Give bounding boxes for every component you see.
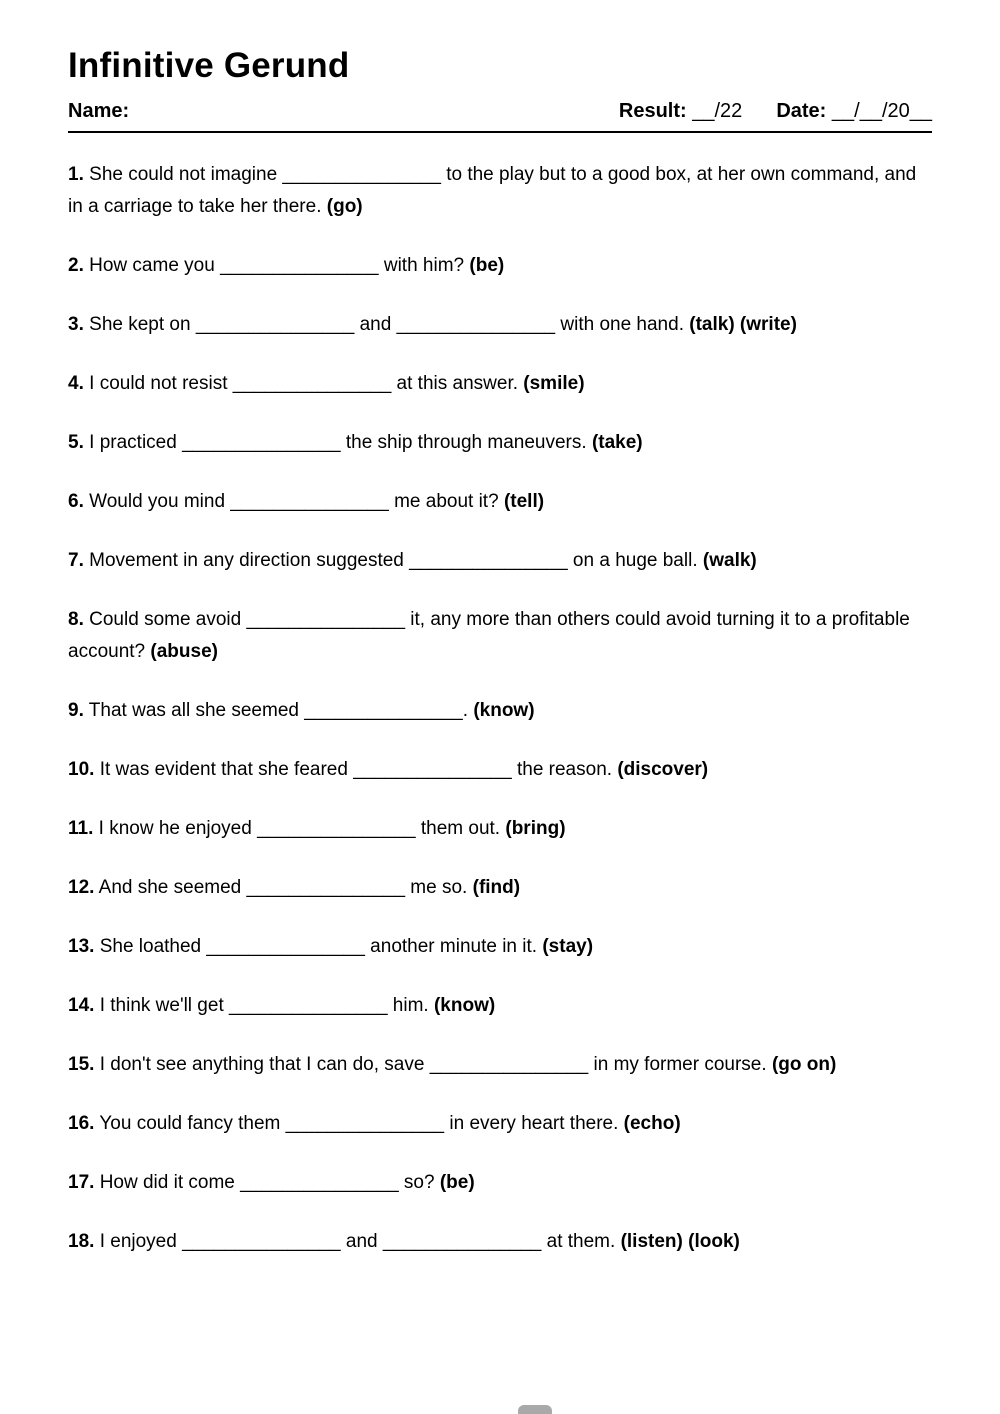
- exercise-item: [68, 1167, 932, 1199]
- item-text: She could not imagine _______________ to the play but to a good box, at her own command, and in a carriage to take her there.: [68, 164, 917, 217]
- exercise-item: [68, 872, 932, 904]
- exercise-item: [68, 931, 932, 963]
- item-text: I practiced _______________ the ship through maneuvers.: [89, 432, 587, 453]
- exercise-item: [68, 309, 932, 341]
- item-number: 17.: [68, 1172, 95, 1193]
- item-number: 10.: [68, 759, 95, 780]
- item-number: 18.: [68, 1231, 95, 1252]
- item-hint: (be): [439, 1172, 475, 1193]
- item-hint: (bring): [505, 818, 566, 839]
- item-text: Movement in any direction suggested _______________ on a huge ball.: [89, 550, 698, 571]
- item-text: She kept on _______________ and _______________ with one hand.: [89, 314, 684, 335]
- exercise-item: [68, 368, 932, 400]
- worksheet-header: [68, 100, 932, 133]
- item-text: You could fancy them _______________ in every heart there.: [99, 1113, 619, 1134]
- item-number: 13.: [68, 936, 95, 957]
- item-text: And she seemed _______________ me so.: [98, 877, 468, 898]
- item-text: That was all she seemed _______________.: [88, 700, 469, 721]
- result-field: [619, 100, 742, 123]
- item-hint: (know): [433, 995, 496, 1016]
- name-label: Name:: [68, 100, 130, 122]
- page-title: Infinitive Gerund: [68, 46, 350, 85]
- exercise-item: [68, 1108, 932, 1140]
- item-hint: (abuse): [150, 641, 218, 662]
- result-label: Result:: [618, 100, 687, 122]
- exercise-item: [68, 1049, 932, 1081]
- item-number: 15.: [68, 1054, 95, 1075]
- item-text: How did it come _______________ so?: [99, 1172, 435, 1193]
- exercise-item: [68, 486, 932, 518]
- item-number: 2.: [68, 255, 84, 276]
- item-hint: (find): [472, 877, 521, 898]
- exercise-item: [68, 427, 932, 459]
- exercise-item: [68, 250, 932, 282]
- item-hint: (smile): [523, 373, 585, 394]
- exercise-item: [68, 159, 932, 223]
- item-text: I think we'll get _______________ him.: [99, 995, 429, 1016]
- item-text: How came you _______________ with him?: [89, 255, 465, 276]
- item-hint: (take): [591, 432, 643, 453]
- header-fields: [619, 100, 932, 123]
- exercise-item: [68, 990, 932, 1022]
- item-number: 9.: [68, 700, 84, 721]
- item-hint: (stay): [542, 936, 594, 957]
- exercise-list: [68, 159, 932, 1258]
- item-hint: (tell): [503, 491, 545, 512]
- item-text: I know he enjoyed _______________ them out.: [98, 818, 501, 839]
- item-number: 5.: [68, 432, 84, 453]
- item-hint: (echo): [623, 1113, 681, 1134]
- item-hint: (talk) (write): [689, 314, 797, 335]
- exercise-item: [68, 1226, 932, 1258]
- item-text: I don't see anything that I can do, save _______________ in my former course.: [99, 1054, 767, 1075]
- footer-partial-element: [518, 1405, 552, 1414]
- item-number: 12.: [68, 877, 95, 898]
- item-text: Could some avoid _______________ it, any more than others could avoid turning it to a profitable account?: [68, 609, 910, 662]
- item-hint: (discover): [617, 759, 709, 780]
- item-number: 16.: [68, 1113, 95, 1134]
- item-text: I enjoyed _______________ and _______________ at them.: [99, 1231, 616, 1252]
- item-number: 4.: [68, 373, 84, 394]
- item-hint: (be): [469, 255, 505, 276]
- item-number: 3.: [68, 314, 84, 335]
- date-label: Date:: [776, 100, 827, 122]
- name-field: [68, 100, 129, 123]
- item-text: She loathed _______________ another minute in it.: [99, 936, 538, 957]
- item-number: 7.: [68, 550, 84, 571]
- date-field: [776, 100, 932, 123]
- item-number: 11.: [68, 818, 94, 839]
- item-number: 8.: [68, 609, 84, 630]
- exercise-item: [68, 545, 932, 577]
- item-text: Would you mind _______________ me about it?: [89, 491, 499, 512]
- item-hint: (walk): [702, 550, 757, 571]
- exercise-item: [68, 754, 932, 786]
- item-text: It was evident that she feared _______________ the reason.: [99, 759, 613, 780]
- date-value: __/__/20__: [831, 100, 932, 122]
- item-hint: (know): [473, 700, 535, 721]
- item-number: 14.: [68, 995, 95, 1016]
- item-number: 1.: [68, 164, 84, 185]
- exercise-item: [68, 604, 932, 668]
- item-hint: (go on): [771, 1054, 837, 1075]
- exercise-item: [68, 695, 932, 727]
- item-hint: (listen) (look): [620, 1231, 740, 1252]
- item-text: I could not resist _______________ at this answer.: [89, 373, 518, 394]
- item-hint: (go): [326, 196, 363, 217]
- exercise-item: [68, 813, 932, 845]
- item-number: 6.: [68, 491, 84, 512]
- result-value: __/22: [692, 100, 743, 122]
